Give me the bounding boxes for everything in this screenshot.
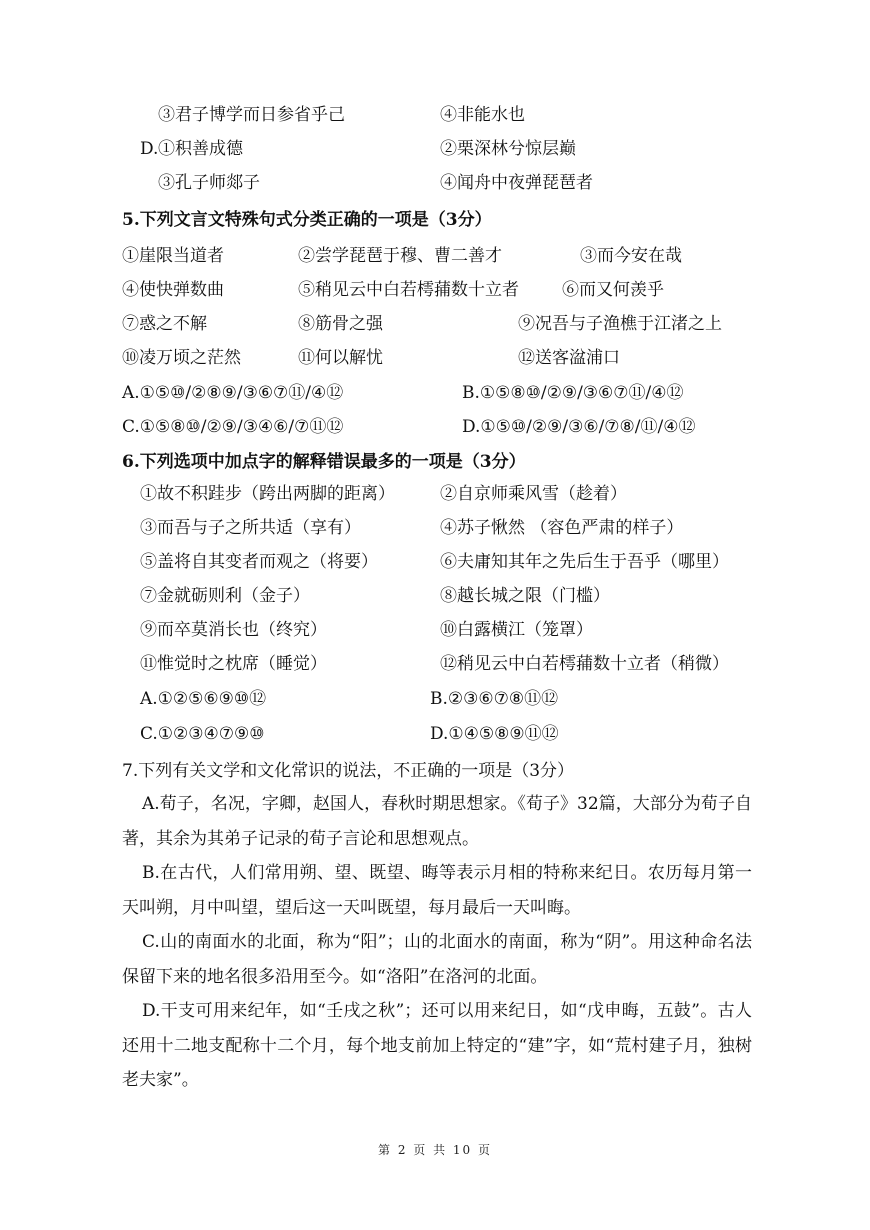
- q6-item: ⑨而卒莫消长也（终究）: [140, 620, 327, 640]
- q6-item: ⑤盖将自其变者而观之（将要）: [140, 552, 378, 572]
- q6-item: ②自京师乘风雪（趁着）: [440, 484, 627, 504]
- q7-option-a-text: A.荀子，名况，字卿，赵国人，春秋时期思想家。《荀子》32篇，大部分为荀子自著，其余为其弟子记录的荀子言论和思想观点。: [122, 794, 752, 849]
- q6-option-d: D.①④⑤⑧⑨⑪⑫: [430, 724, 559, 744]
- prev-d-item-3: ③孔子师郯子: [158, 173, 260, 193]
- q6-stem: 6.下列选项中加点字的解释错误最多的一项是（3分）: [122, 452, 526, 472]
- q5-item: ⑦惑之不解: [122, 314, 207, 334]
- q6-item: ④苏子愀然 （容色严肃的样子）: [440, 518, 684, 538]
- q5-item: ④使快弹数曲: [122, 280, 224, 300]
- q6-item: ⑦金就砺则利（金子）: [140, 586, 310, 606]
- q7-option-c: [122, 925, 752, 994]
- prev-d-item-4: ④闻舟中夜弹琵琶者: [440, 173, 593, 193]
- q6-option-a: A.①②⑤⑥⑨⑩⑫: [140, 689, 267, 709]
- q6-item: ③而吾与子之所共适（享有）: [140, 518, 361, 538]
- q6-item: ⑥夫庸知其年之先后生于吾乎（哪里）: [440, 552, 729, 572]
- q5-option-a: A.①⑤⑩/②⑧⑨/③⑥⑦⑪/④⑫: [122, 383, 344, 403]
- q5-item: ⑫送客湓浦口: [518, 348, 620, 368]
- q7-option-d-text: D.干支可用来纪年，如“壬戌之秋”；还可以用来纪日，如“戊申晦，五鼓”。古人还用十二地支配称十二个月，每个地支前加上特定的“建”字，如“荒村建子月，独树老夫家”。: [122, 1001, 752, 1090]
- q5-item: ⑨况吾与子渔樵于江渚之上: [518, 314, 722, 334]
- q5-item: ⑪何以解忧: [298, 348, 383, 368]
- prev-d-item-2: ②栗深林兮惊层巅: [440, 139, 576, 159]
- q5-item: ①崖限当道者: [122, 246, 224, 266]
- q7-option-d: [122, 994, 752, 1098]
- q7-option-a: [122, 787, 752, 856]
- q5-item: ②尝学琵琶于穆、曹二善才: [298, 246, 502, 266]
- q5-option-d: D.①⑤⑩/②⑨/③⑥/⑦⑧/⑪/④⑫: [462, 417, 696, 437]
- q5-stem: 5.下列文言文特殊句式分类正确的一项是（3分）: [122, 210, 492, 230]
- q7-stem: 7.下列有关文学和文化常识的说法，不正确的一项是（3分）: [122, 761, 575, 781]
- q6-item: ⑩白露横江（笼罩）: [440, 620, 593, 640]
- q7-option-b-text: B.在古代，人们常用朔、望、既望、晦等表示月相的特称来纪日。农历每月第一天叫朔，月中叫望，望后这一天叫既望，每月最后一天叫晦。: [122, 863, 752, 918]
- q6-option-c: C.①②③④⑦⑨⑩: [140, 724, 265, 744]
- q6-item: ⑫稍见云中白若樗蒱数十立者（稍微）: [440, 654, 729, 674]
- prev-d-item-1: ①积善成德: [158, 139, 243, 159]
- q6-item: ⑪惟觉时之枕席（睡觉）: [140, 654, 327, 674]
- q5-option-c: C.①⑤⑧⑩/②⑨/③④⑥/⑦⑪⑫: [122, 417, 344, 437]
- q6-option-b: B.②③⑥⑦⑧⑪⑫: [430, 689, 559, 709]
- prev-item-3: ③君子博学而日参省乎己: [158, 105, 345, 125]
- q5-item: ⑧筋骨之强: [298, 314, 383, 334]
- page-footer: 第 2 页 共 10 页: [378, 1143, 492, 1157]
- q5-item: ③而今安在哉: [580, 246, 682, 266]
- q7-option-b: [122, 856, 752, 925]
- prev-item-4: ④非能水也: [440, 105, 525, 125]
- q5-option-b: B.①⑤⑧⑩/②⑨/③⑥⑦⑪/④⑫: [462, 383, 684, 403]
- prev-option-d-label: D.: [140, 139, 159, 159]
- q5-item: ⑩凌万顷之茫然: [122, 348, 241, 368]
- q5-item: ⑥而又何羡乎: [562, 280, 664, 300]
- q6-item: ⑧越长城之限（门槛）: [440, 586, 610, 606]
- q6-item: ①故不积跬步（跨出两脚的距离）: [140, 484, 395, 504]
- q5-item: ⑤稍见云中白若樗蒱数十立者: [298, 280, 519, 300]
- q7-option-c-text: C.山的南面水的北面，称为“阳”；山的北面水的南面，称为“阴”。用这种命名法保留下来的地名很多沿用至今。如“洛阳”在洛河的北面。: [122, 932, 752, 987]
